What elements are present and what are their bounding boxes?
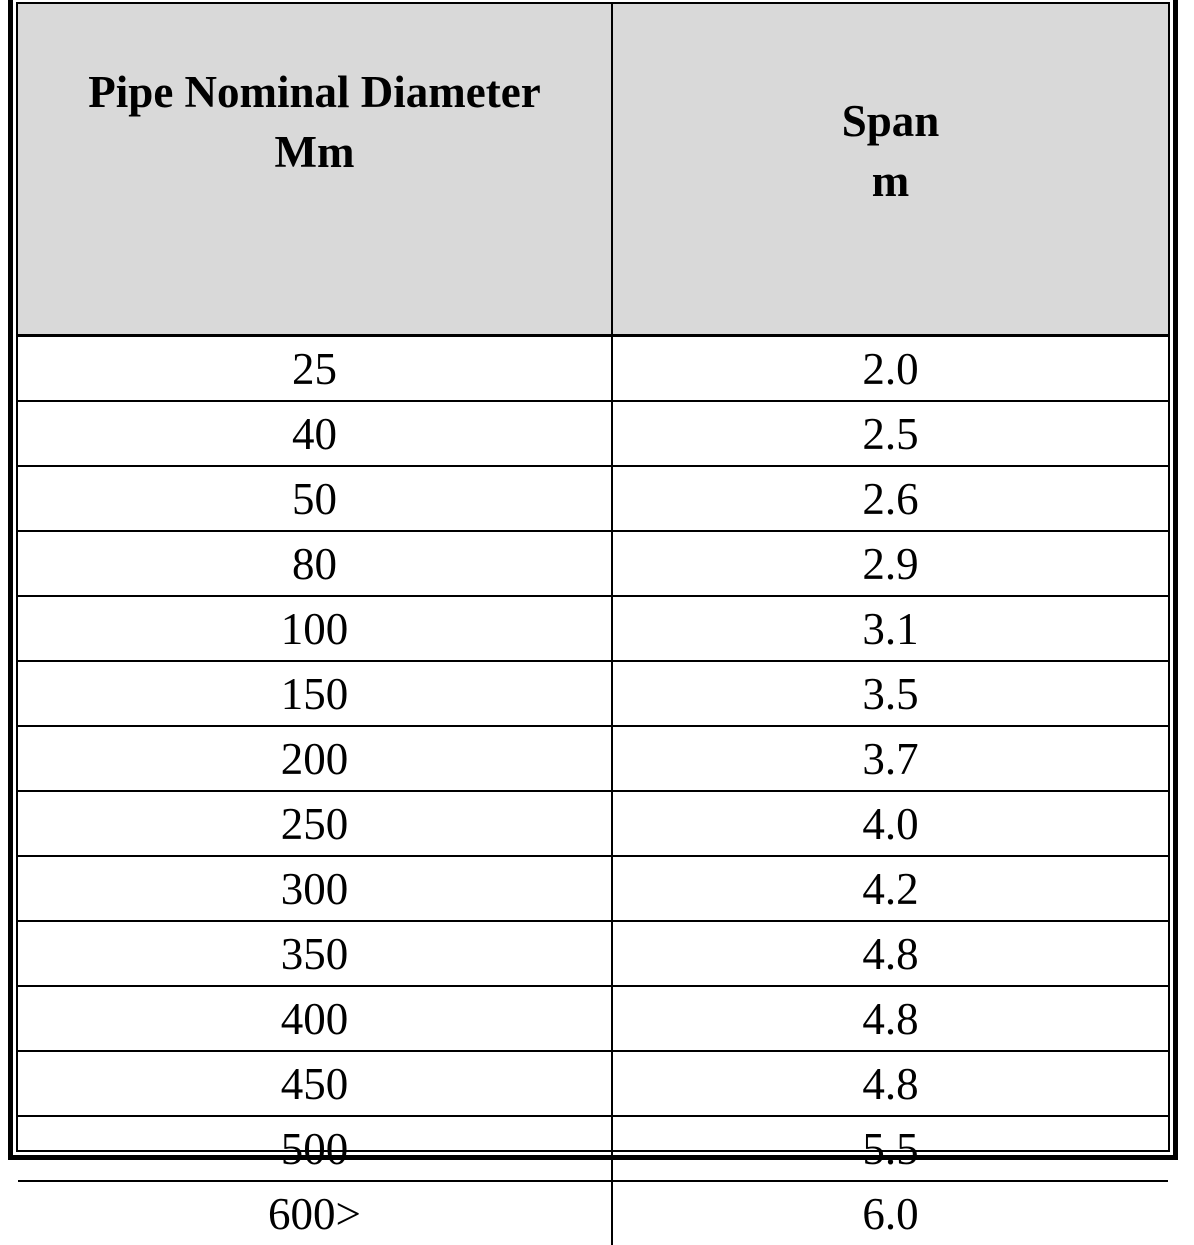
span-cell: 3.5 bbox=[612, 661, 1168, 726]
table-row bbox=[18, 336, 1168, 402]
span-cell: 5.5 bbox=[612, 1116, 1168, 1181]
table-frame bbox=[8, 0, 1178, 1160]
span-cell: 2.6 bbox=[612, 466, 1168, 531]
span-cell: 2.9 bbox=[612, 531, 1168, 596]
table-row bbox=[18, 531, 1168, 596]
diameter-cell: 500 bbox=[18, 1116, 612, 1181]
diameter-cell: 50 bbox=[18, 466, 612, 531]
diameter-cell: 350 bbox=[18, 921, 612, 986]
diameter-cell: 25 bbox=[18, 336, 612, 402]
diameter-cell: 100 bbox=[18, 596, 612, 661]
header-diameter bbox=[18, 4, 612, 336]
header-diameter-line1: Pipe Nominal Diameter bbox=[18, 62, 611, 122]
diameter-cell: 600> bbox=[18, 1181, 612, 1245]
table-row bbox=[18, 856, 1168, 921]
table-row bbox=[18, 791, 1168, 856]
table-row bbox=[18, 921, 1168, 986]
span-cell: 4.2 bbox=[612, 856, 1168, 921]
pipe-span-table bbox=[18, 4, 1168, 1245]
header-span bbox=[612, 4, 1168, 336]
diameter-cell: 200 bbox=[18, 726, 612, 791]
diameter-cell: 150 bbox=[18, 661, 612, 726]
table-row bbox=[18, 1116, 1168, 1181]
span-cell: 3.7 bbox=[612, 726, 1168, 791]
header-diameter-line2: Mm bbox=[18, 122, 611, 182]
diameter-cell: 450 bbox=[18, 1051, 612, 1116]
diameter-cell: 80 bbox=[18, 531, 612, 596]
span-cell: 3.1 bbox=[612, 596, 1168, 661]
span-cell: 4.8 bbox=[612, 986, 1168, 1051]
table-row bbox=[18, 1181, 1168, 1245]
table-row bbox=[18, 596, 1168, 661]
table-row bbox=[18, 401, 1168, 466]
header-row bbox=[18, 4, 1168, 336]
diameter-cell: 400 bbox=[18, 986, 612, 1051]
diameter-cell: 300 bbox=[18, 856, 612, 921]
span-cell: 2.0 bbox=[612, 336, 1168, 402]
span-cell: 4.8 bbox=[612, 921, 1168, 986]
header-span-line1: Span bbox=[613, 91, 1168, 151]
table-row bbox=[18, 1051, 1168, 1116]
table-body bbox=[18, 336, 1168, 1245]
header-span-line2: m bbox=[613, 151, 1168, 211]
span-cell: 6.0 bbox=[612, 1181, 1168, 1245]
table-row bbox=[18, 726, 1168, 791]
diameter-cell: 40 bbox=[18, 401, 612, 466]
diameter-cell: 250 bbox=[18, 791, 612, 856]
table-row bbox=[18, 466, 1168, 531]
table-row bbox=[18, 986, 1168, 1051]
table-row bbox=[18, 661, 1168, 726]
span-cell: 2.5 bbox=[612, 401, 1168, 466]
table-inner-border bbox=[16, 2, 1170, 1152]
span-cell: 4.0 bbox=[612, 791, 1168, 856]
span-cell: 4.8 bbox=[612, 1051, 1168, 1116]
